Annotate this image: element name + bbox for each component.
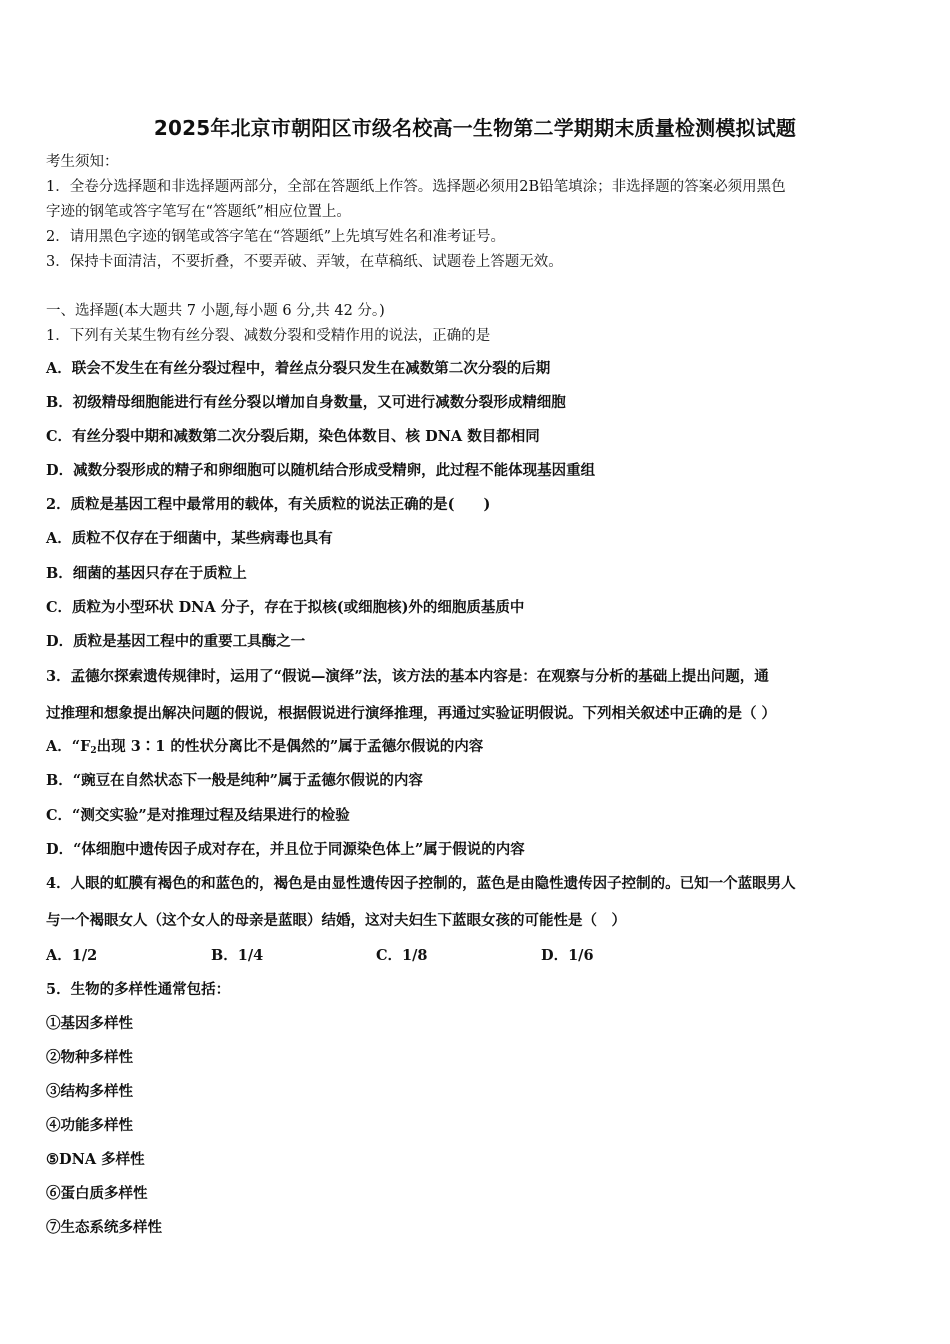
question-1-stem: 1．下列有关某生物有丝分裂、减数分裂和受精作用的说法，正确的是 (46, 328, 491, 344)
page-title: 2025年北京市朝阳区市级名校高一生物第二学期期末质量检测模拟试题 (153, 116, 797, 140)
section-heading: 一、选择题(本大题共 7 小题,每小题 6 分,共 42 分。) (46, 303, 385, 319)
question-5-item: ②物种多样性 (46, 1049, 133, 1066)
option-a-text: 出现 3∶1 的性状分离比不是偶然的”属于孟德尔假说的内容 (96, 738, 484, 755)
question-4-stem-line1: 4．人眼的虹膜有褐色的和蓝色的，褐色是由显性遗传因子控制的，蓝色是由隐性遗传因子控制的。已知一个蓝眼男人 (46, 875, 796, 892)
question-2-option-b: B．细菌的基因只存在于质粒上 (46, 565, 247, 582)
question-4-options (46, 946, 706, 966)
question-3-option-d: D．“体细胞中遗传因子成对存在，并且位于同源染色体上”属于假说的内容 (46, 841, 525, 858)
notice-item: 字迹的钢笔或答字笔写在“答题纸”相应位置上。 (46, 204, 351, 220)
notice-item: 1．全卷分选择题和非选择题两部分，全部在答题纸上作答。选择题必须用2B铅笔填涂；非选择题的答案必须用黑色 (46, 179, 786, 195)
option-a-prefix: A．“F (46, 738, 91, 755)
question-5-item: ④功能多样性 (46, 1117, 133, 1134)
notice-heading: 考生须知： (46, 154, 119, 170)
question-2-option-c: C．质粒为小型环状 DNA 分子，存在于拟核(或细胞核)外的细胞质基质中 (46, 599, 525, 616)
notice-item: 3．保持卡面清洁，不要折叠，不要弄破、弄皱，在草稿纸、试题卷上答题无效。 (46, 254, 563, 270)
question-2-stem: 2．质粒是基因工程中最常用的载体，有关质粒的说法正确的是( ) (46, 496, 491, 513)
question-1-option-c: C．有丝分裂中期和减数第二次分裂后期，染色体数目、核 DNA 数目都相同 (46, 428, 540, 445)
question-3-stem-line1: 3．孟德尔探索遗传规律时，运用了“假说—演绎”法，该方法的基本内容是：在观察与分析的基础上提出问题，通 (46, 668, 769, 685)
subscript: 2 (90, 746, 97, 756)
question-3-option-a (46, 737, 483, 761)
question-5-item: ①基因多样性 (46, 1015, 133, 1032)
question-3-option-b: B．“豌豆在自然状态下一般是纯种”属于孟德尔假说的内容 (46, 772, 423, 789)
question-5-item: ⑦生态系统多样性 (46, 1219, 162, 1236)
question-4-option-a: A．1/2 (46, 947, 98, 964)
question-1-option-b: B．初级精母细胞能进行有丝分裂以增加自身数量，又可进行减数分裂形成精细胞 (46, 394, 566, 411)
question-5-item: ⑤DNA 多样性 (46, 1151, 145, 1168)
question-1-option-d: D．减数分裂形成的精子和卵细胞可以随机结合形成受精卵，此过程不能体现基因重组 (46, 462, 596, 479)
question-5-item: ⑥蛋白质多样性 (46, 1185, 148, 1202)
question-2-option-a: A．质粒不仅存在于细菌中，某些病毒也具有 (46, 530, 333, 547)
question-5-item: ③结构多样性 (46, 1083, 133, 1100)
notice-item: 2．请用黑色字迹的钢笔或答字笔在“答题纸”上先填写姓名和准考证号。 (46, 229, 506, 245)
question-4-option-d: D．1/6 (541, 947, 594, 964)
question-1-option-a: A．联会不发生在有丝分裂过程中，着丝点分裂只发生在减数第二次分裂的后期 (46, 360, 551, 377)
question-3-stem-line2: 过推理和想象提出解决问题的假说，根据假说进行演绎推理，再通过实验证明假说。下列相关叙述中正确的是（ ） (46, 705, 777, 722)
question-5-stem: 5．生物的多样性通常包括： (46, 981, 231, 998)
question-4-option-c: C．1/8 (376, 947, 428, 964)
question-2-option-d: D．质粒是基因工程中的重要工具酶之一 (46, 633, 306, 650)
question-4-option-b: B．1/4 (211, 947, 264, 964)
question-3-option-c: C．“测交实验”是对推理过程及结果进行的检验 (46, 807, 350, 824)
question-4-stem-line2: 与一个褐眼女人（这个女人的母亲是蓝眼）结婚，这对夫妇生下蓝眼女孩的可能性是（ ） (46, 912, 626, 929)
